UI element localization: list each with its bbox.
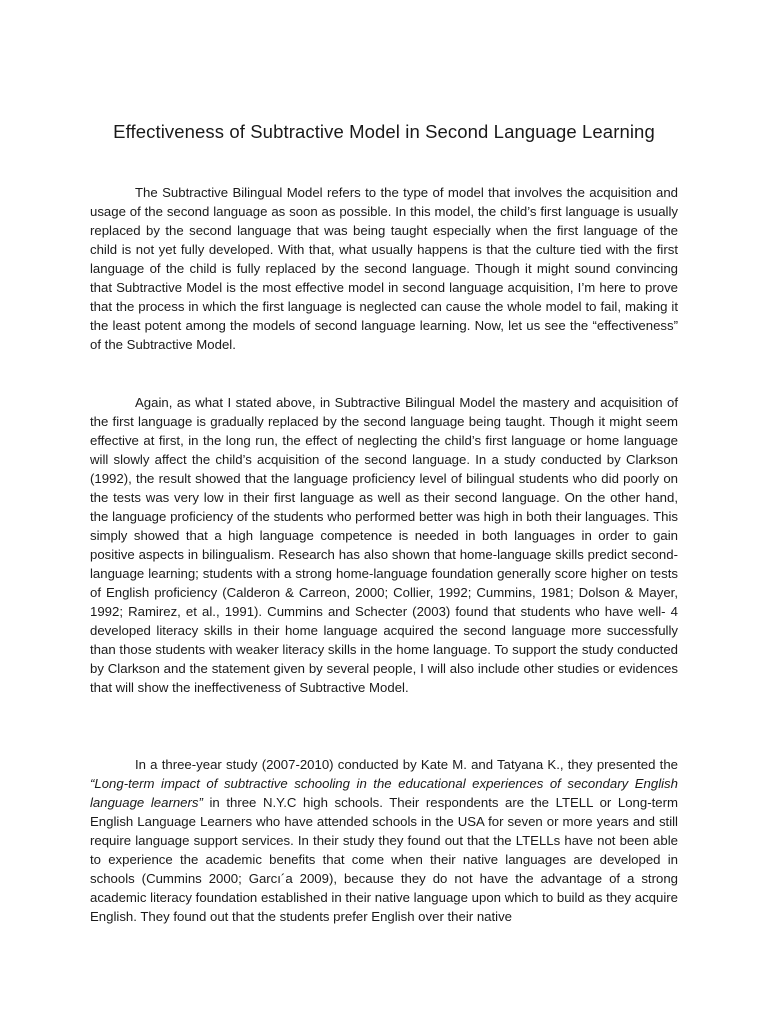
paragraph-3-text [90,755,678,926]
paragraph-3-text-start: In a three-year study (2007-2010) conducted by Kate M. and Tatyana K., they presented the [135,757,678,772]
paragraph-2 [90,393,678,697]
document-title: Effectiveness of Subtractive Model in Second Language Learning [113,121,655,142]
paragraph-1-text: The Subtractive Bilingual Model refers to the type of model that involves the acquisition and usage of the second language as soon as possible. In this model, the child’s first language is usually replaced by the second language that was being taught especially when the first language of the child is not yet fully developed. With that, what usually happens is that the culture tied with the first language of the child is fully replaced by the second language. Though it might sound convincing that Subtractive Model is the most effective model in second language acquisition, I’m here to prove that the process in which the first language is neglected can cause the whole model to fail, making it the least potent among the models of second language learning. Now, let us see the “effectiveness” of the Subtractive Model. [90,185,678,352]
paragraph-3 [90,755,678,926]
paragraph-2-text: Again, as what I stated above, in Subtractive Bilingual Model the mastery and acquisition of the first language is gradually replaced by the second language being taught. Though it might seem effective at first, in the long run, the effect of neglecting the child’s first language or home language will slowly affect the child’s acquisition of the second language. In a study conducted by Clarkson (1992), the result showed that the language proficiency level of bilingual students who did poorly on the tests was very low in their first language as well as their second language. On the other hand, the language proficiency of the students who performed better was high in both their languages. This simply showed that a high language competence is needed in both languages in order to gain positive aspects in bilingualism. Research has also shown that home-language skills predict second-language learning; students with a strong home-language foundation generally score higher on tests of English proficiency (Calderon & Carreon, 2000; Collier, 1992; Cummins, 1981; Dolson & Mayer, 1992; Ramirez, et al., 1991). Cummins and Schecter (2003) found that students who have well- 4 developed literacy skills in their home language acquired the second language more successfully than those students with weaker literacy skills in the home language. To support the study conducted by Clarkson and the statement given by several people, I will also include other studies or evidences that will show the ineffectiveness of Subtractive Model. [90,395,678,695]
paragraph-3-text-end: in three N.Y.C high schools. Their respondents are the LTELL or Long-term English Language Learners who have attended schools in the USA for seven or more years and still require language support services. In their study they found out that the LTELLs have not been able to experience the academic benefits that come when their native languages are developed in schools (Cummins 2000; Garcı´a 2009), because they do not have the advantage of a strong academic literacy foundation established in their native language upon which to build as they acquire English. They found out that the students prefer English over their native [90,795,678,924]
paragraph-1 [90,183,678,354]
paragraph-3-study-title: “Long-term impact of subtractive schooling in the educational experiences of secondary English language learners” [90,776,678,810]
